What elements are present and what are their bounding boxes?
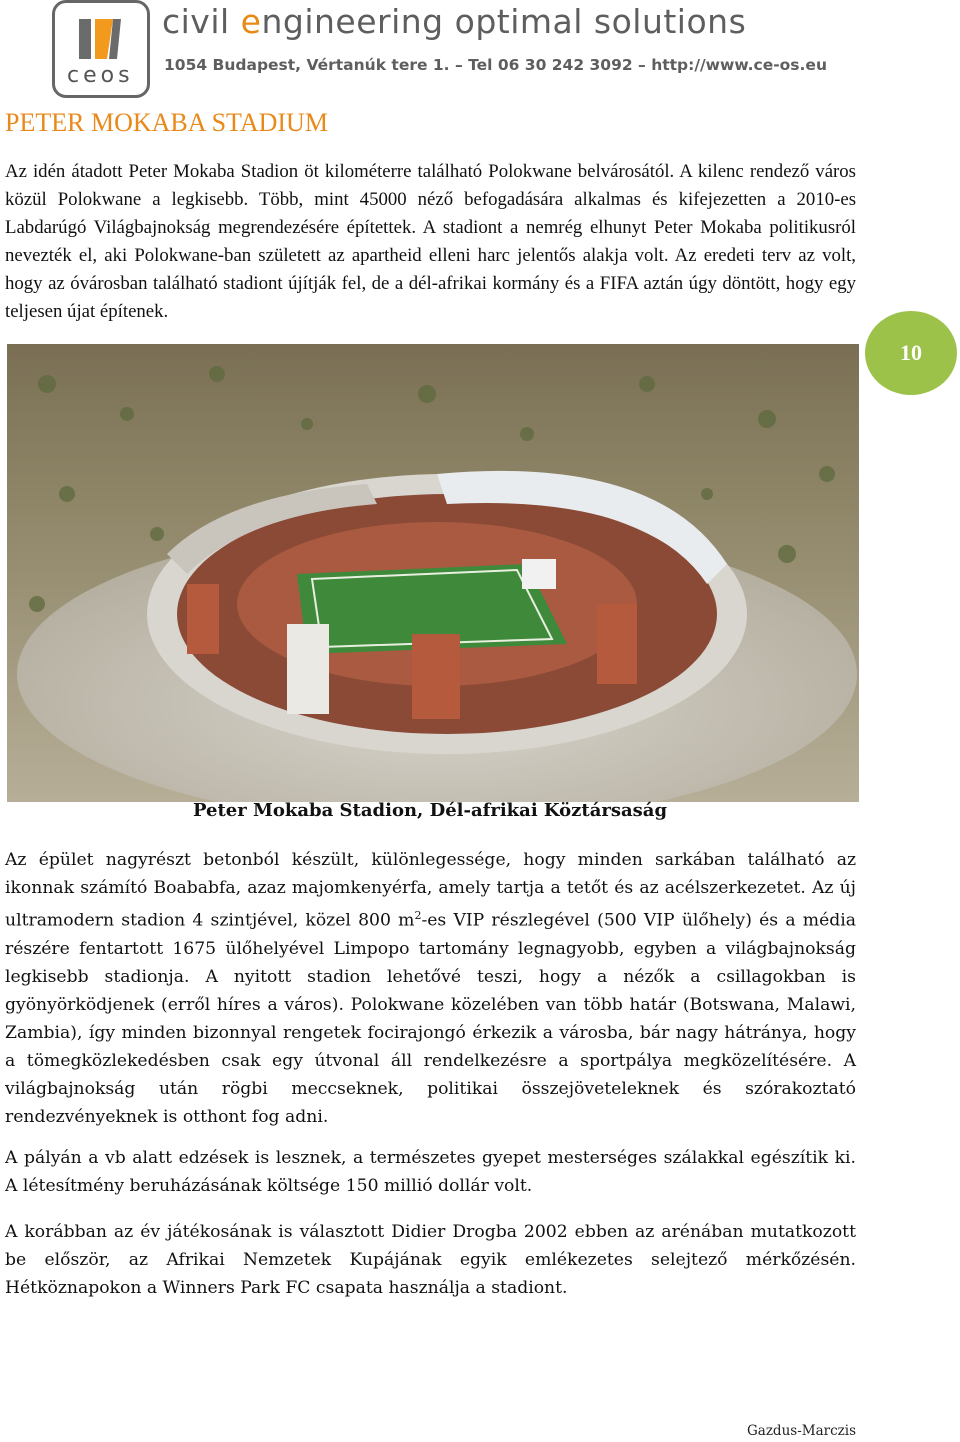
company-name-part: ngineering optimal solutions (261, 2, 747, 41)
superscript: 2 (414, 909, 422, 922)
photo-caption: Peter Mokaba Stadion, Dél-afrikai Köztársaság (192, 800, 668, 821)
paragraph-text: -es VIP részlegével (500 VIP ülőhely) és a média részére fentartott 1675 ülőhelyével Limpopo tartomány legnagyobb, egyben a világbajnokság legkisebb stadionja. A nyitott stadion lehetővé teszi, hogy a nézők a csillagokban is gyönyörködjenek (erről híres a város). Polokwane közelében van több határ (Botswana, Malawi, Zambia), így minden bizonnyal rengetek focirajongó érkezik a városba, bár nagy hátránya, hogy a tömegközlekedésben csak egy útvonal áll rendelkezésre a sportpálya megközelítésére. A világbajnokság után rögbi meccseknek, politikai összejöveteleknek és szórakoztató rendezvényeknek is otthont fog adni. (5, 910, 856, 1127)
paragraph-text: Az épület nagyrészt betonból készült, különlegessége, hogy minden sarkában található az ikonnak számító Boababfa, azaz majomkenyérfa, amely tartja a tetőt és az acélszerkezetet. Az új ultramodern stadion 4 szintjével, közel 800 m (5, 850, 856, 931)
body-paragraph-2: A pályán a vb alatt edzések is lesznek, a természetes gyepet mesterséges szálakkal egészítik ki. A létesítmény beruházásának költsége 150 millió dollár volt. (5, 1148, 856, 1196)
page-header (52, 0, 827, 96)
footer-author: Gazdus-Marczis (746, 1423, 856, 1439)
intro-paragraph: Az idén átadott Peter Mokaba Stadion öt kilométerre található Polokwane belvárosától. A kilenc rendező város közül Polokwane a legkisebb. Több, mint 45000 néző befogadására alkalmas és kifejezetten a 2010-es Labdarúgó Világbajnokság megrendezésére építettek. A stadiont a nemrég elhunyt Peter Mokaba politikusról nevezték el, aki Polokwane-ban született az apartheid elleni harc jelentős alakja volt. Az eredeti terv az volt, hogy az óvárosban található stadiont újítják fel, de a dél-afrikai kormány és a FIFA aztán úgy döntött, hogy egy teljesen újat építenek. (5, 161, 856, 322)
stadium-photo (7, 344, 859, 802)
page-number: 10 (900, 340, 922, 365)
company-name-part: civil (162, 2, 241, 41)
page-number-badge (865, 311, 957, 395)
company-name-accent: e (240, 2, 262, 41)
company-name (162, 2, 746, 41)
company-address: 1054 Budapest, Vértanúk tere 1. – Tel 06 30 242 3092 – http://www.ce-os.eu (164, 56, 827, 74)
page-title: PETER MOKABA STADIUM (5, 108, 328, 137)
ceos-logo (52, 0, 150, 98)
body-paragraph-3: A korábban az év játékosának is választott Didier Drogba 2002 ebben az arénában mutatkozott be először, az Afrikai Nemzetek Kupájának egyik emlékezetes selejtező mérkőzésén. Hétköznapokon a Winners Park FC csapata használja a stadiont. (5, 1222, 856, 1298)
logo-text: ceos (67, 63, 134, 88)
body-paragraph-1 (5, 846, 856, 1131)
logo-emblem-icon (73, 15, 127, 63)
